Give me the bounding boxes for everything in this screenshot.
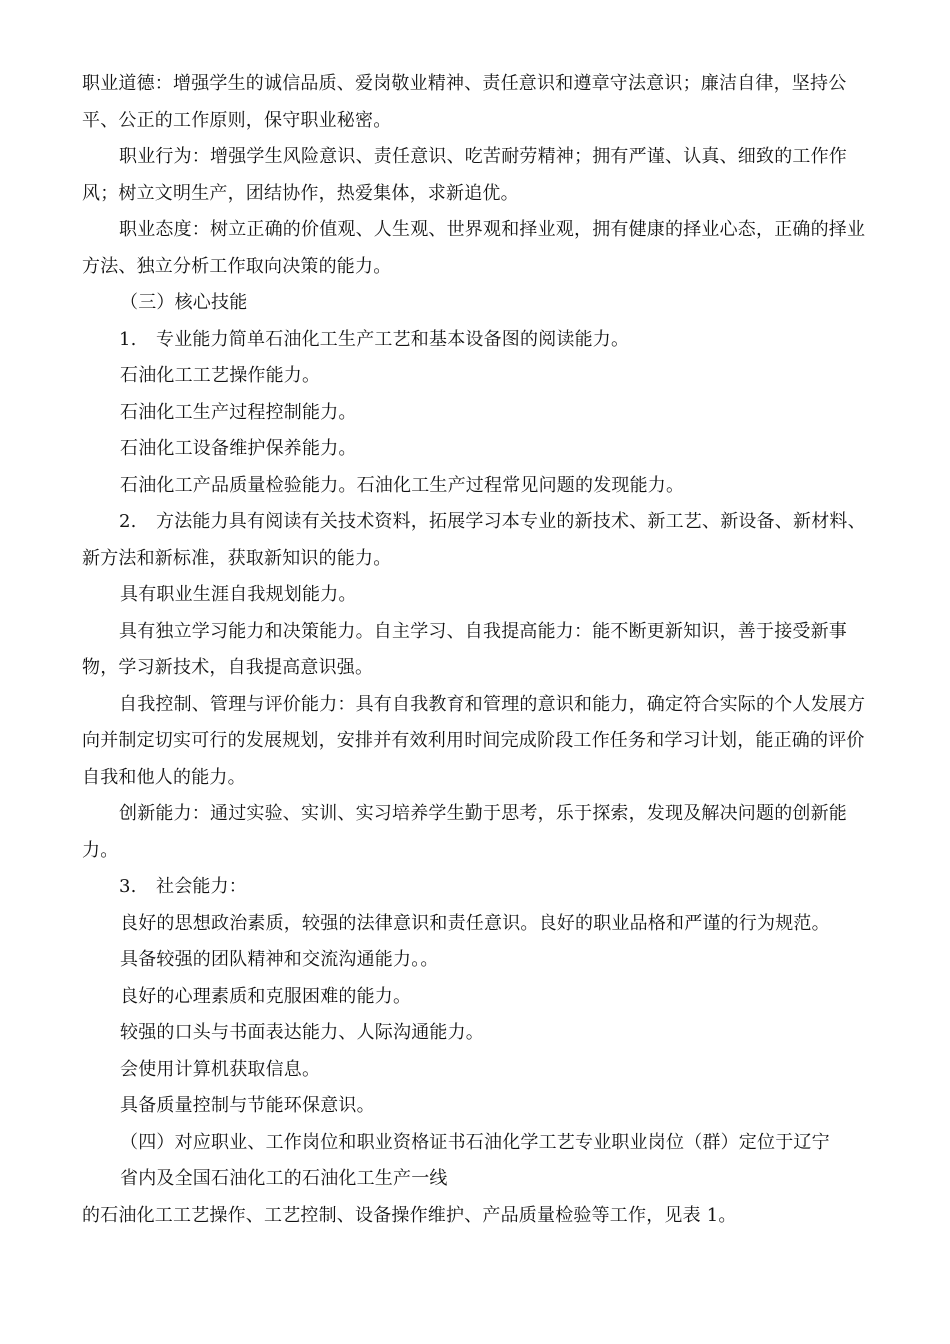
item-professional-ability — [82, 322, 870, 359]
line-process-control: 石油化工生产过程控制能力。 — [120, 401, 357, 423]
line-equipment-maintenance: 石油化工设备维护保养能力。 — [120, 438, 357, 459]
line-process-operation: 石油化工工艺操作能力。 — [120, 365, 321, 386]
line-computer-use: 会使用计算机获取信息。 — [120, 1058, 321, 1080]
paragraph-professional-attitude: 职业态度：树立正确的价值观、人生观、世界观和择业观，拥有健康的择业心态，正确的择业方法、独立分析工作取向决策的能力。 — [82, 219, 866, 277]
item-method-ability — [82, 504, 870, 577]
line-quality-environment: 具备质量控制与节能环保意识。 — [120, 1095, 375, 1116]
line-political-quality: 良好的思想政治素质，较强的法律意识和责任意识。良好的职业品格和严谨的行为规范。 — [120, 912, 830, 934]
item-number-2: 2. — [119, 511, 137, 532]
paragraph-professional-ethics: 职业道德：增强学生的诚信品质、爱岗敬业精神、责任意识和遵章守法意识；廉洁自律，坚持公平、公正的工作原则，保守职业秘密。 — [82, 73, 847, 131]
paragraph-self-management: 自我控制、管理与评价能力：具有自我教育和管理的意识和能力，确定符合实际的个人发展方向并制定切实可行的发展规划，安排并有效利用时间完成阶段工作任务和学习计划，能正确的评价自我和他人的能力。 — [82, 693, 866, 788]
line-psychological-quality: 良好的心理素质和克服困难的能力。 — [120, 985, 412, 1007]
item-number-3: 3. — [119, 876, 137, 897]
line-communication: 较强的口头与书面表达能力、人际沟通能力。 — [120, 1022, 484, 1043]
line-career-planning: 具有职业生涯自我规划能力。 — [120, 584, 357, 605]
item-social-ability — [82, 869, 870, 906]
item-number-1: 1. — [119, 328, 137, 350]
paragraph-independent-learning: 具有独立学习能力和决策能力。自主学习、自我提高能力：能不断更新知识，善于接受新事物，学习新技术，自我提高意识强。 — [82, 620, 847, 678]
item-text-professional-ability: 专业能力简单石油化工生产工艺和基本设备图的阅读能力。 — [156, 328, 630, 350]
item-text-social-ability: 社会能力： — [156, 876, 247, 897]
document-body — [82, 66, 870, 1234]
item-text-method-ability: 方法能力具有阅读有关技术资料，拓展学习本专业的新技术、新工艺、新设备、新材料、新方法和新标准，获取新知识的能力。 — [82, 511, 866, 569]
paragraph-innovation: 创新能力：通过实验、实训、实习培养学生勤于思考，乐于探索，发现及解决问题的创新能力。 — [82, 803, 847, 861]
line-quality-inspection: 石油化工产品质量检验能力。石油化工生产过程常见问题的发现能力。 — [120, 474, 685, 496]
section-heading-occupations: （四）对应职业、工作岗位和职业资格证书石油化学工艺专业职业岗位（群）定位于辽宁 — [120, 1131, 830, 1153]
paragraph-professional-behavior: 职业行为：增强学生风险意识、责任意识、吃苦耐劳精神；拥有严谨、认真、细致的工作作风；树立文明生产，团结协作，热爱集体，求新追优。 — [82, 146, 847, 204]
section-heading-core-skills: （三）核心技能 — [120, 292, 248, 313]
line-team-spirit: 具备较强的团队精神和交流沟通能力。。 — [120, 949, 439, 970]
line-occupation-work-scope: 的石油化工工艺操作、工艺控制、设备操作维护、产品质量检验等工作，见表 1。 — [82, 1204, 737, 1226]
line-occupation-positioning: 省内及全国石油化工的石油化工生产一线 — [120, 1168, 448, 1189]
